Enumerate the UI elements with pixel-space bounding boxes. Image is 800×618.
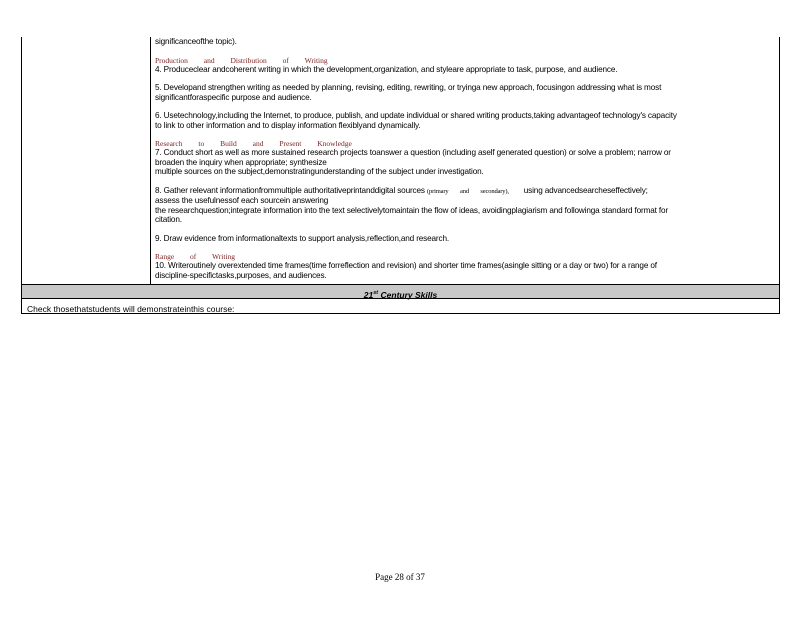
standards-row xyxy=(22,37,779,285)
intro-tail: significanceofthe topic). xyxy=(155,37,237,46)
skills-title-number: 21 xyxy=(363,290,374,300)
standard-item-10-line-1: 10. Writeroutinely overextended time frames(time forreflection and revision) and shorter time frames(asingle sitting or a day or two) for a range of xyxy=(155,261,657,270)
skills-title-suffix: st xyxy=(373,290,379,297)
skills-title xyxy=(364,290,437,300)
standard-item-8-line-4: citation. xyxy=(155,215,182,224)
standards-content xyxy=(151,37,779,284)
skills-check-label: Check thosethatstudents will demonstrateinthis course: xyxy=(27,304,235,314)
left-column xyxy=(22,37,151,284)
standard-item-5-line-2: significantforaspecific purpose and audience. xyxy=(155,92,312,102)
standard-item-10-line-2: discipline-specifictasks,purposes, and audiences. xyxy=(155,270,327,280)
standard-item-5-line-1: 5. Developand strengthen writing as needed by planning, revising, editing, rewriting, or tryinga new approach, focusingon addressing what is most xyxy=(155,83,662,92)
standard-item-8-part-1: 8. Gather relevant informationfrommultiple authoritativeprintanddigital sources xyxy=(155,185,425,195)
standard-item-7-line-3: multiple sources on the subject,demonstratingunderstanding of the subject under investigation. xyxy=(155,167,484,176)
standard-item-8-line-1 xyxy=(155,186,775,197)
skills-check-row xyxy=(22,299,779,314)
standard-item-8-line-2: assess the usefulnessof each sourcein answering xyxy=(155,196,329,205)
standard-item-8-part-3: using advancedsearcheseffectively; xyxy=(523,185,648,195)
standard-item-8-line-3: the researchquestion;integrate information into the text selectivelytomaintain the flow of ideas, avoidingplagiarism and followinga standard format for xyxy=(155,205,669,215)
section-heading-range: Range of Writing xyxy=(155,252,236,261)
standard-item-6-line-1: 6. Usetechnology,including the Internet, to produce, publish, and update individual or shared writing products,taking advantageof technology's capacity xyxy=(155,111,677,120)
standard-item-8-part-2: (primary and secondary), xyxy=(426,187,509,195)
standard-item-9: 9. Draw evidence from informationaltexts to support analysis,reflection,and research. xyxy=(155,233,449,243)
standard-item-7-line-1: 7. Conduct short as well as more sustained research projects toanswer a question (including aself generated question) or solve a problem; narrow or xyxy=(155,148,671,157)
standard-item-6-line-2: to link to other information and to display information flexiblyand dynamically. xyxy=(155,120,421,130)
standards-table xyxy=(21,37,780,314)
section-heading-research: Research to Build and Present Knowledge xyxy=(155,139,352,148)
page-number: Page 28 of 37 xyxy=(375,572,425,582)
standard-item-7-line-2: broaden the inquiry when appropriate; synthesize xyxy=(155,157,327,167)
standard-item-4: 4. Produceclear andcoherent writing in which the development,organization, and styleare appropriate to task, purpose, and audience. xyxy=(155,64,618,74)
skills-header-bar xyxy=(22,285,779,299)
skills-title-text: Century Skills xyxy=(380,290,438,300)
section-heading-production: Production and Distribution of Writing xyxy=(155,55,328,65)
